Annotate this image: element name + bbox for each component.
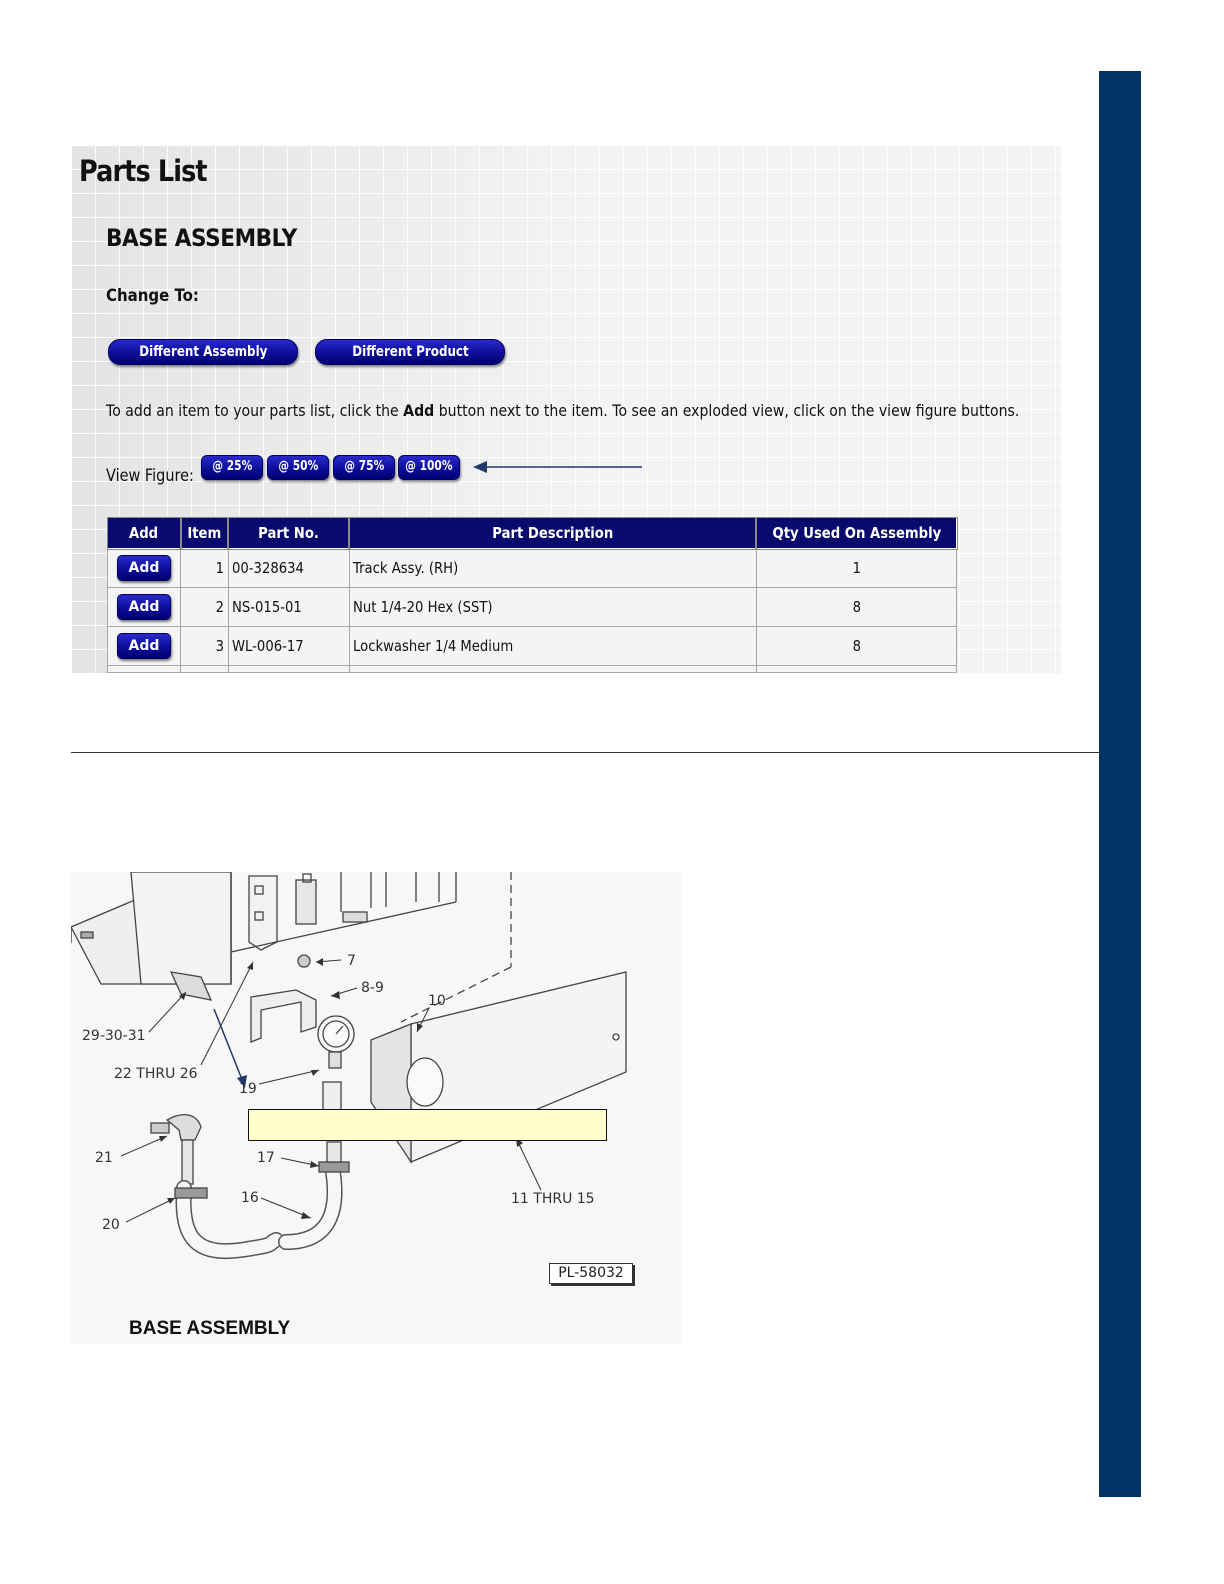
table-row-cut-off bbox=[108, 666, 957, 673]
qty-cell: 1 bbox=[756, 549, 957, 588]
part-no-cell: NS-015-01 bbox=[228, 588, 349, 627]
view-figure-50-button[interactable] bbox=[267, 455, 329, 480]
item-cell: 1 bbox=[181, 549, 229, 588]
part-no-cell: 00-328634 bbox=[228, 549, 349, 588]
section-divider bbox=[71, 752, 1099, 753]
view-figure-label: View Figure: bbox=[106, 466, 194, 486]
add-button[interactable]: Add bbox=[117, 633, 171, 659]
qty-cell: 8 bbox=[756, 627, 957, 666]
callout-16: 16 bbox=[241, 1190, 259, 1206]
assembly-title: BASE ASSEMBLY bbox=[106, 224, 297, 252]
item-cell: 2 bbox=[181, 588, 229, 627]
callout-10: 10 bbox=[428, 993, 446, 1009]
part-no-cell: WL-006-17 bbox=[228, 627, 349, 666]
callout-8-9: 8-9 bbox=[361, 980, 384, 996]
instructions-bold: Add bbox=[403, 401, 435, 420]
callout-11-thru-15: 11 THRU 15 bbox=[511, 1191, 595, 1207]
instructions-before: To add an item to your parts list, click the bbox=[106, 401, 404, 420]
callout-17: 17 bbox=[257, 1150, 275, 1166]
callout-19: 19 bbox=[239, 1081, 257, 1097]
table-row bbox=[108, 627, 957, 666]
instructions-after: button next to the item. To see an exploded view, click on the view figure buttons. bbox=[434, 401, 1020, 420]
add-cell bbox=[108, 627, 181, 666]
table-row bbox=[108, 549, 957, 588]
figure-caption: BASE ASSEMBLY bbox=[129, 1318, 291, 1339]
instructions-text bbox=[106, 401, 1019, 420]
item-cell: 3 bbox=[181, 627, 229, 666]
different-product-button[interactable] bbox=[315, 339, 505, 365]
view-figure-75-label: @ 75% bbox=[344, 459, 384, 474]
different-assembly-button-label: Different Assembly bbox=[138, 344, 268, 360]
view-figure-75-button[interactable] bbox=[333, 455, 395, 480]
side-accent-bar bbox=[1099, 71, 1141, 1497]
view-figure-25-label: @ 25% bbox=[212, 459, 252, 474]
add-button[interactable]: Add bbox=[117, 594, 171, 620]
highlight-callout-box bbox=[248, 1109, 607, 1141]
callout-29-30-31: 29-30-31 bbox=[82, 1028, 146, 1044]
description-cell: Track Assy. (RH) bbox=[349, 549, 756, 588]
view-figure-50-label: @ 50% bbox=[278, 459, 318, 474]
view-figure-100-label: @ 100% bbox=[405, 459, 453, 474]
callout-20: 20 bbox=[102, 1217, 120, 1233]
description-cell: Lockwasher 1/4 Medium bbox=[349, 627, 756, 666]
add-cell bbox=[108, 588, 181, 627]
change-to-label: Change To: bbox=[106, 286, 199, 306]
header-part-description: Part Description bbox=[349, 518, 756, 549]
header-part-no: Part No. bbox=[228, 518, 349, 549]
header-add: Add bbox=[108, 518, 181, 549]
header-qty: Qty Used On Assembly bbox=[756, 518, 957, 549]
table-row bbox=[108, 588, 957, 627]
page-title: Parts List bbox=[79, 154, 207, 188]
qty-cell: 8 bbox=[756, 588, 957, 627]
parts-table bbox=[107, 517, 957, 673]
figure-plate-label: PL-58032 bbox=[549, 1263, 633, 1284]
view-figure-25-button[interactable] bbox=[201, 455, 263, 480]
add-cell bbox=[108, 549, 181, 588]
header-item: Item bbox=[181, 518, 229, 549]
view-figure-100-button[interactable] bbox=[398, 455, 460, 480]
exploded-view-figure bbox=[71, 872, 681, 1344]
description-cell: Nut 1/4-20 Hex (SST) bbox=[349, 588, 756, 627]
parts-table-header-row bbox=[108, 518, 957, 549]
parts-list-screenshot bbox=[71, 146, 1061, 674]
add-button[interactable]: Add bbox=[117, 555, 171, 581]
callout-22-thru-26: 22 THRU 26 bbox=[114, 1066, 198, 1082]
different-assembly-button[interactable] bbox=[108, 339, 298, 365]
callout-7: 7 bbox=[347, 953, 356, 969]
callout-21: 21 bbox=[95, 1150, 113, 1166]
different-product-button-label: Different Product bbox=[351, 344, 469, 360]
